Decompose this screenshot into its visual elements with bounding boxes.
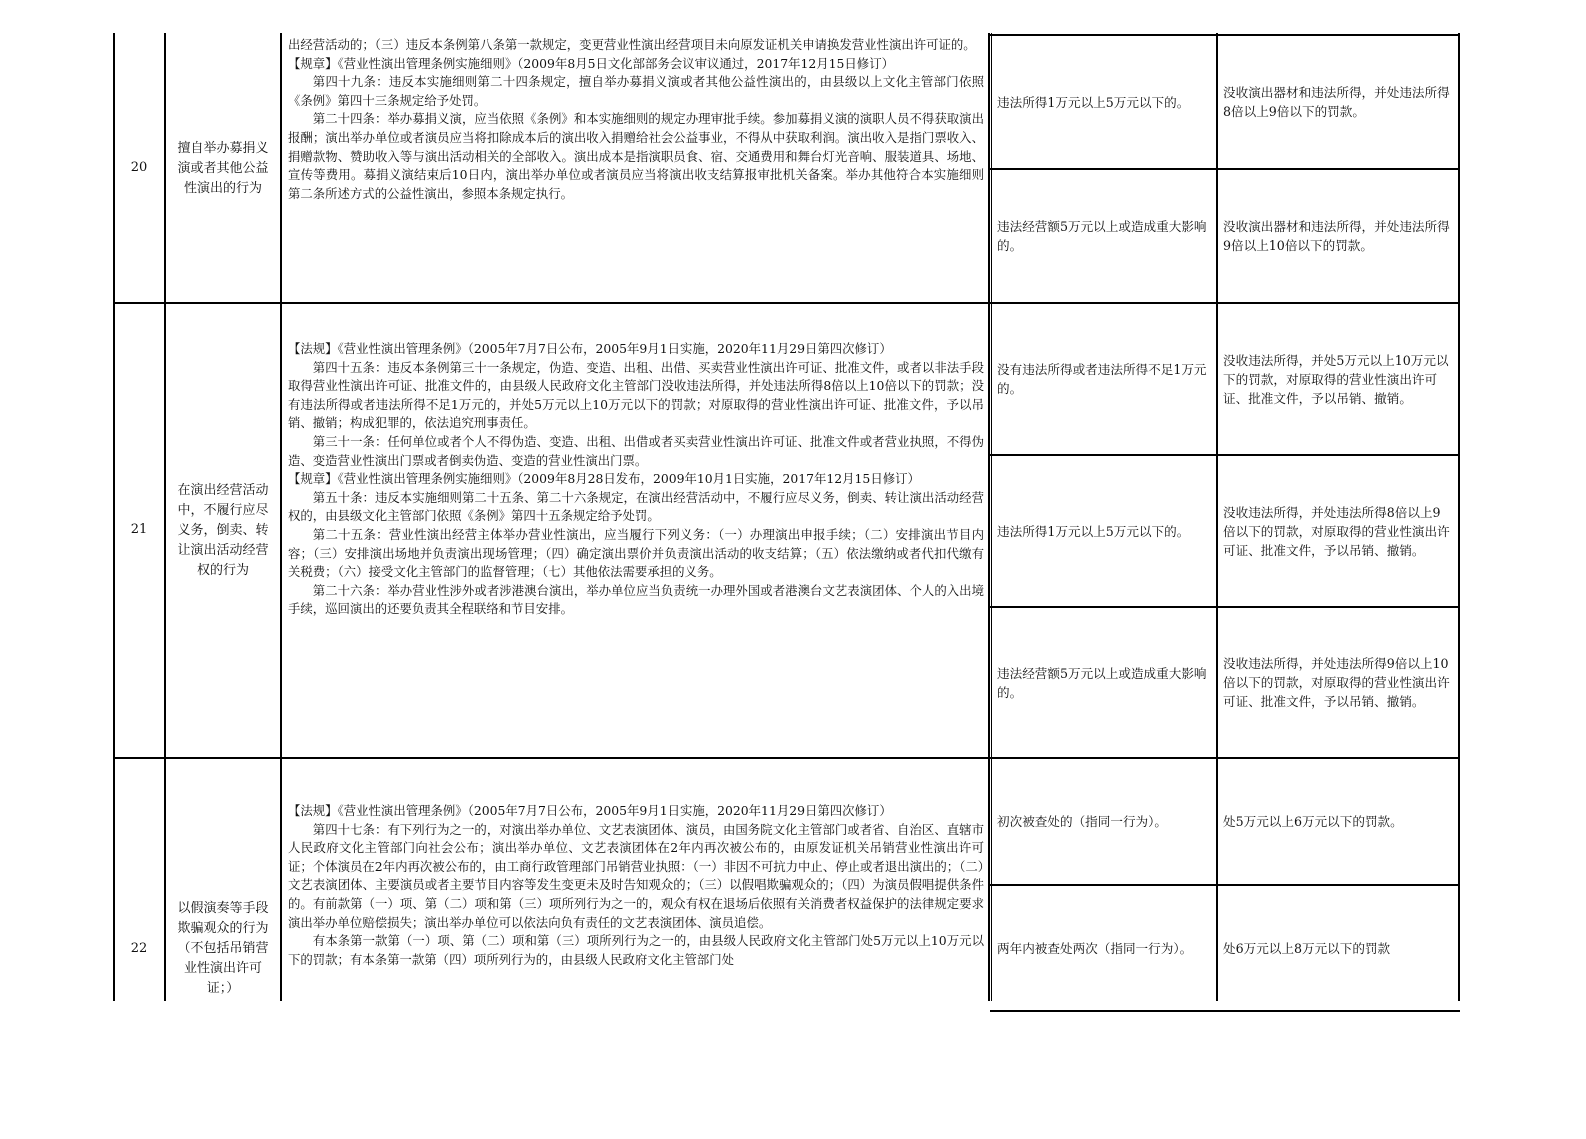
legal-basis (282, 340, 988, 757)
row-number: 22 (130, 940, 148, 956)
circumstance-text: 违法经营额5万元以上或造成重大影响的。 (997, 665, 1207, 700)
penalty-cell (1218, 304, 1458, 454)
basis-paragraph: 【规章】《营业性演出管理条例实施细则》（2009年8月5日文化部部务会议审议通过，2017年12月15日修订） (288, 55, 894, 71)
circumstance-text: 初次被查处的（指同一行为）。 (997, 814, 1168, 829)
basis-paragraph: 第四十九条：违反本实施细则第二十四条规定，擅自举办募捐义演或者其他公益性演出的，由县级以上文化主管部门依照《条例》第四十三条规定给予处罚。 (288, 74, 984, 108)
penalty-text: 处5万元以上6万元以下的罚款。 (1223, 814, 1403, 829)
penalty-cell (1218, 456, 1458, 606)
basis-paragraph: 【规章】《营业性演出管理条例实施细则》（2009年8月28日发布，2009年10月1日实施，2017年12月15日修订） (288, 471, 920, 487)
circumstance-text: 违法所得1万元以上5万元以下的。 (997, 94, 1190, 110)
table-border (988, 33, 990, 1001)
row-number: 21 (130, 522, 148, 538)
basis-paragraph: 第二十四条：举办募捐义演，应当依照《条例》和本实施细则的规定办理审批手续。参加募捐义演的演职人员不得获取演出报酬；演出举办单位或者演员应当将扣除成本后的演出收入捐赠给社会公益事业，不得从中获取利润。演出收入是指门票收入、捐赠款物、赞助收入等与演出活动相关的全部收入。演出成本是指演职员食、宿、交通费用和舞台灯光音响、服装道具、场地、宣传等费用。募捐义演结束后10日内，演出举办单位或者演员应当将演出收支结算报审批机关备案。举办其他符合本实施细则第二条所述方式的公益性演出，参照本条规定执行。 (288, 111, 984, 201)
circumstance-cell (992, 886, 1216, 1010)
basis-paragraph: 【法规】《营业性演出管理条例》（2005年7月7日公布，2005年9月1日实施，2020年11月29日第四次修订） (288, 341, 892, 356)
legal-basis (282, 34, 988, 302)
legal-basis (282, 802, 988, 1011)
circumstance-text: 违法所得1万元以上5万元以下的。 (997, 523, 1190, 539)
penalty-text: 处6万元以上8万元以下的罚款 (1223, 940, 1391, 956)
circumstance-cell (992, 759, 1216, 884)
violation-name: 以假演奏等手段欺骗观众的行为（不包括吊销营业性演出许可证；） (177, 901, 269, 996)
basis-paragraph: 第二十六条：举办营业性涉外或者涉港澳台演出，举办单位应当负责统一办理外国或者港澳台文艺表演团体、个人的入出境手续，巡回演出的还要负责其全程联络和节目安排。 (288, 582, 984, 617)
violation-name: 在演出经营活动中，不履行应尽义务，倒卖、转让演出活动经营权的行为 (177, 482, 269, 578)
basis-paragraph: 第五十条：违反本实施细则第二十五条、第二十六条规定，在演出经营活动中，不履行应尽义务，倒卖、转让演出活动经营权的，由县级文化主管部门依照《条例》第四十五条规定给予处罚。 (288, 489, 984, 524)
basis-paragraph: 【法规】《营业性演出管理条例》（2005年7月7日公布，2005年9月1日实施，2020年11月29日第四次修订） (288, 803, 892, 818)
penalty-text: 没收违法所得，并处违法所得9倍以上10倍以下的罚款，对原取得的营业性演出许可证、批准文件，予以吊销、撤销。 (1223, 656, 1450, 709)
penalty-text: 没收违法所得，并处违法所得8倍以上9倍以下的罚款，对原取得的营业性演出许可证、批准文件，予以吊销、撤销。 (1223, 504, 1450, 558)
basis-paragraph: 第三十一条：任何单位或者个人不得伪造、变造、出租、出借或者买卖营业性演出许可证、批准文件或者营业执照，不得伪造、变造营业性演出门票或者倒卖伪造、变造的营业性演出门票。 (288, 433, 984, 468)
circumstance-cell (992, 456, 1216, 606)
penalty-text: 没收违法所得，并处5万元以上10万元以下的罚款，对原取得的营业性演出许可证、批准文件，予以吊销、撤销。 (1223, 352, 1449, 406)
penalty-text: 没收演出器材和违法所得，并处违法所得8倍以上9倍以下的罚款。 (1223, 85, 1450, 119)
penalty-cell (1218, 608, 1458, 757)
penalty-cell (1218, 170, 1458, 302)
basis-paragraph: 第二十五条：营业性演出经营主体举办营业性演出，应当履行下列义务：（一）办理演出申报手续；（二）安排演出节目内容；（三）安排演出场地并负责演出现场管理；（四）确定演出票价并负责演出活动的收支结算；（五）依法缴纳或者代扣代缴有关税费；（六）接受文化主管部门的监督管理；（七）其他依法需要承担的义务。 (288, 526, 984, 580)
circumstance-cell (992, 304, 1216, 454)
circumstance-text: 两年内被查处两次（指同一行为）。 (997, 940, 1193, 956)
circumstance-cell (992, 608, 1216, 757)
row-number: 20 (130, 160, 148, 176)
circumstance-cell (992, 36, 1216, 168)
penalty-cell (1218, 36, 1458, 168)
penalty-text: 没收演出器材和违法所得，并处违法所得9倍以上10倍以下的罚款。 (1223, 219, 1450, 253)
penalty-cell (1218, 886, 1458, 1010)
basis-paragraph: 第四十七条：有下列行为之一的，对演出举办单位、文艺表演团体、演员，由国务院文化主管部门或者省、自治区、直辖市人民政府文化主管部门向社会公布；演出举办单位、文艺表演团体在2年内再次被公布的，由原发证机关吊销营业性演出许可证；个体演员在2年内再次被公布的，由工商行政管理部门吊销营业执照：（一）非因不可抗力中止、停止或者退出演出的；（二）文艺表演团体、主要演员或者主要节目内容等发生变更未及时告知观众的；（三）以假唱欺骗观众的；（四）为演员假唱提供条件的。有前款第（一）项、第（二）项和第（三）项所列行为之一的，观众有权在退场后依照有关消费者权益保护的法律规定要求演出举办单位赔偿损失；演出举办单位可以依法向负有责任的文艺表演团体、演员追偿。 (288, 821, 984, 930)
basis-paragraph: 出经营活动的；（三）违反本条例第八条第一款规定，变更营业性演出经营项目未向原发证机关申请换发营业性演出许可证的。 (288, 37, 976, 52)
circumstance-text: 违法经营额5万元以上或造成重大影响的。 (997, 219, 1207, 253)
circumstance-cell (992, 170, 1216, 302)
table-border (1458, 33, 1460, 1001)
violation-name: 擅自举办募捐义演或者其他公益性演出的行为 (177, 140, 269, 196)
penalty-cell (1218, 759, 1458, 884)
table-border (990, 1010, 1460, 1012)
basis-paragraph: 第四十五条：违反本条例第三十一条规定，伪造、变造、出租、出借、买卖营业性演出许可证、批准文件，或者以非法手段取得营业性演出许可证、批准文件的，由县级人民政府文化主管部门没收违法所得，并处违法所得8倍以上10倍以下的罚款；没有违法所得或者违法所得不足1万元的，并处5万元以上10万元以下的罚款；对原取得的营业性演出许可证、批准文件，予以吊销、撤销；构成犯罪的，依法追究刑事责任。 (288, 359, 984, 431)
basis-paragraph: 有本条第一款第（一）项、第（二）项和第（三）项所列行为之一的，由县级人民政府文化主管部门处5万元以上10万元以下的罚款；有本条第一款第（四）项所列行为的，由县级人民政府文化主管部门处 (288, 933, 984, 967)
circumstance-text: 没有违法所得或者违法所得不足1万元的。 (997, 362, 1207, 396)
